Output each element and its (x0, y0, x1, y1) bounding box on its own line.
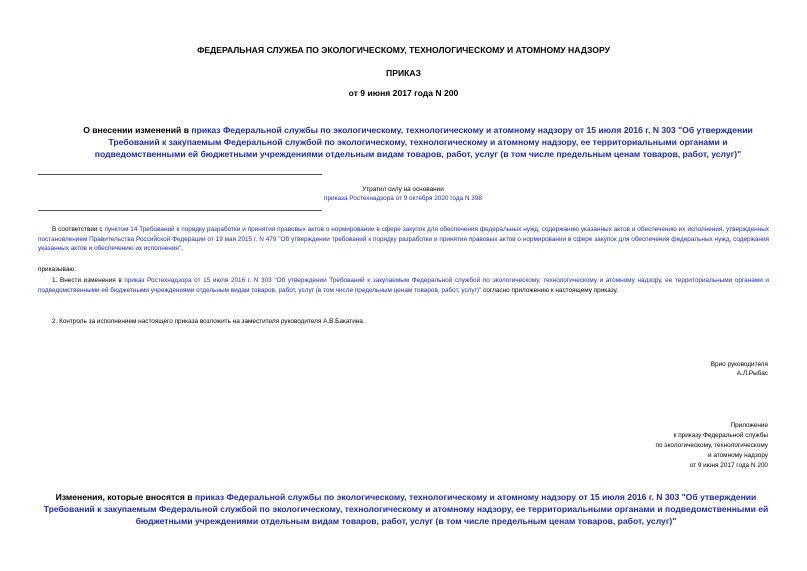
preamble-link[interactable]: пунктом 14 Требований к порядку разработки и принятия правовых актов о нормировании в сфере закупок для обеспечения федеральных нужд, содержанию указанных актов и обеспечению их исполнения, утвержденных постановлением Правительства Российской Федерации от 19 мая 2015 г. N 479 "Об утверждении требований к порядку разработки и принятия правовых актов о нормировании в сфере закупок для обеспечения федеральных нужд, содержания указанных актов и обеспечению их исполнения" (38, 226, 770, 252)
item-2-paragraph: 2. Контроль за исполнением настоящего приказа возложить на заместителя руководителя А.В.Бакатина. (52, 318, 365, 325)
orders-text: приказываю: (38, 266, 76, 273)
document-title (62, 124, 774, 160)
item-1-link[interactable]: приказ Ростехнадзора от 15 июля 2016 г. N 303 "Об утверждении Требований к закупаемым Федеральной службой по экологическому, технологическому и атомному надзору, ее территориальными органами и подведомственными ей бюджетными учреждениями отдельным видам товаров, работ, услуг (в том числе предельным ценам товаров, работ, услуг)" (38, 277, 769, 294)
signature-name: А.Л.Рыбас (736, 370, 768, 377)
preamble-paragraph: В соответствии с пунктом 14 Требований к порядку разработки и принятия правовых актов о нормировании в сфере закупок для обеспечения федеральных нужд, содержанию указанных актов и обеспечению их исполнения, утвержденных постановлением Правительства Российской Федерации от 19 мая 2015 г. N 479 "Об утверждении требований к порядку разработки и принятия правовых актов о нормировании в сфере закупок для обеспечения федеральных нужд, содержания указанных актов и обеспечению их исполнения", (38, 226, 770, 252)
status-note: Утратил силу на основании (362, 186, 444, 193)
appendix-line-2: к приказу Федеральной службы (673, 432, 768, 439)
appendix-title (36, 491, 776, 527)
appendix-title-link[interactable]: приказ Федеральной службы по экологическому, технологическому и атомному надзору от 15 июля 2016 г. N 303 "Об утверждении Требований к закупаемым Федеральной службой по экологическому, технологическому и атомному надзору, ее территориальными органами и подведомственными ей бюджетными учреждениями отдельным видам товаров, работ, услуг (в том числе предельным ценам товаров, работ, услуг)" (43, 492, 769, 526)
title-link[interactable]: приказ Федеральной службы по экологическому, технологическому и атомному надзору от 15 июля 2016 г. N 303 "Об утверждении Требований к закупаемым Федеральной службой по экологическому, технологическому и атомному надзору, ее территориальными органами и подведомственными ей бюджетными учреждениями отдельным видам товаров, работ, услуг (в том числе предельным ценам товаров, работ, услуг)" (94, 125, 753, 159)
signature-position: Врио руководителя (710, 361, 768, 368)
appendix-line-1: Приложение (730, 422, 768, 429)
appendix-line-4: и атомному надзору (708, 452, 768, 459)
appendix-line-5: от 9 июня 2017 года N 200 (689, 462, 768, 469)
doc-date: от 9 июня 2017 года N 200 (348, 88, 459, 98)
repeal-order-link[interactable]: приказа Ростехнадзора от 9 октября 2020 года N 398 (324, 195, 482, 202)
appendix-line-3: по экологическому, технологическому (655, 442, 768, 449)
appendix-title-prefix: Изменения, которые вносятся в (55, 492, 195, 502)
agency-heading: ФЕДЕРАЛЬНАЯ СЛУЖБА ПО ЭКОЛОГИЧЕСКОМУ, ТЕХНОЛОГИЧЕСКОМУ И АТОМНОМУ НАДЗОРУ (197, 45, 610, 55)
item-1-paragraph: 1. Внести изменения в приказ Ростехнадзора от 15 июля 2016 г. N 303 "Об утверждении Требований к закупаемым Федеральной службой по экологическому, технологическому и атомному надзору, ее территориальными органами и подведомственными ей бюджетными учреждениями отдельным видам товаров, работ, услуг (в том числе предельным ценам товаров, работ, услуг)" согласно приложению к настоящему приказу. (38, 277, 769, 294)
divider-bottom (38, 210, 322, 211)
doc-type-heading: ПРИКАЗ (386, 68, 421, 78)
divider-top (38, 174, 322, 175)
title-prefix: О внесении изменений в (83, 125, 192, 135)
